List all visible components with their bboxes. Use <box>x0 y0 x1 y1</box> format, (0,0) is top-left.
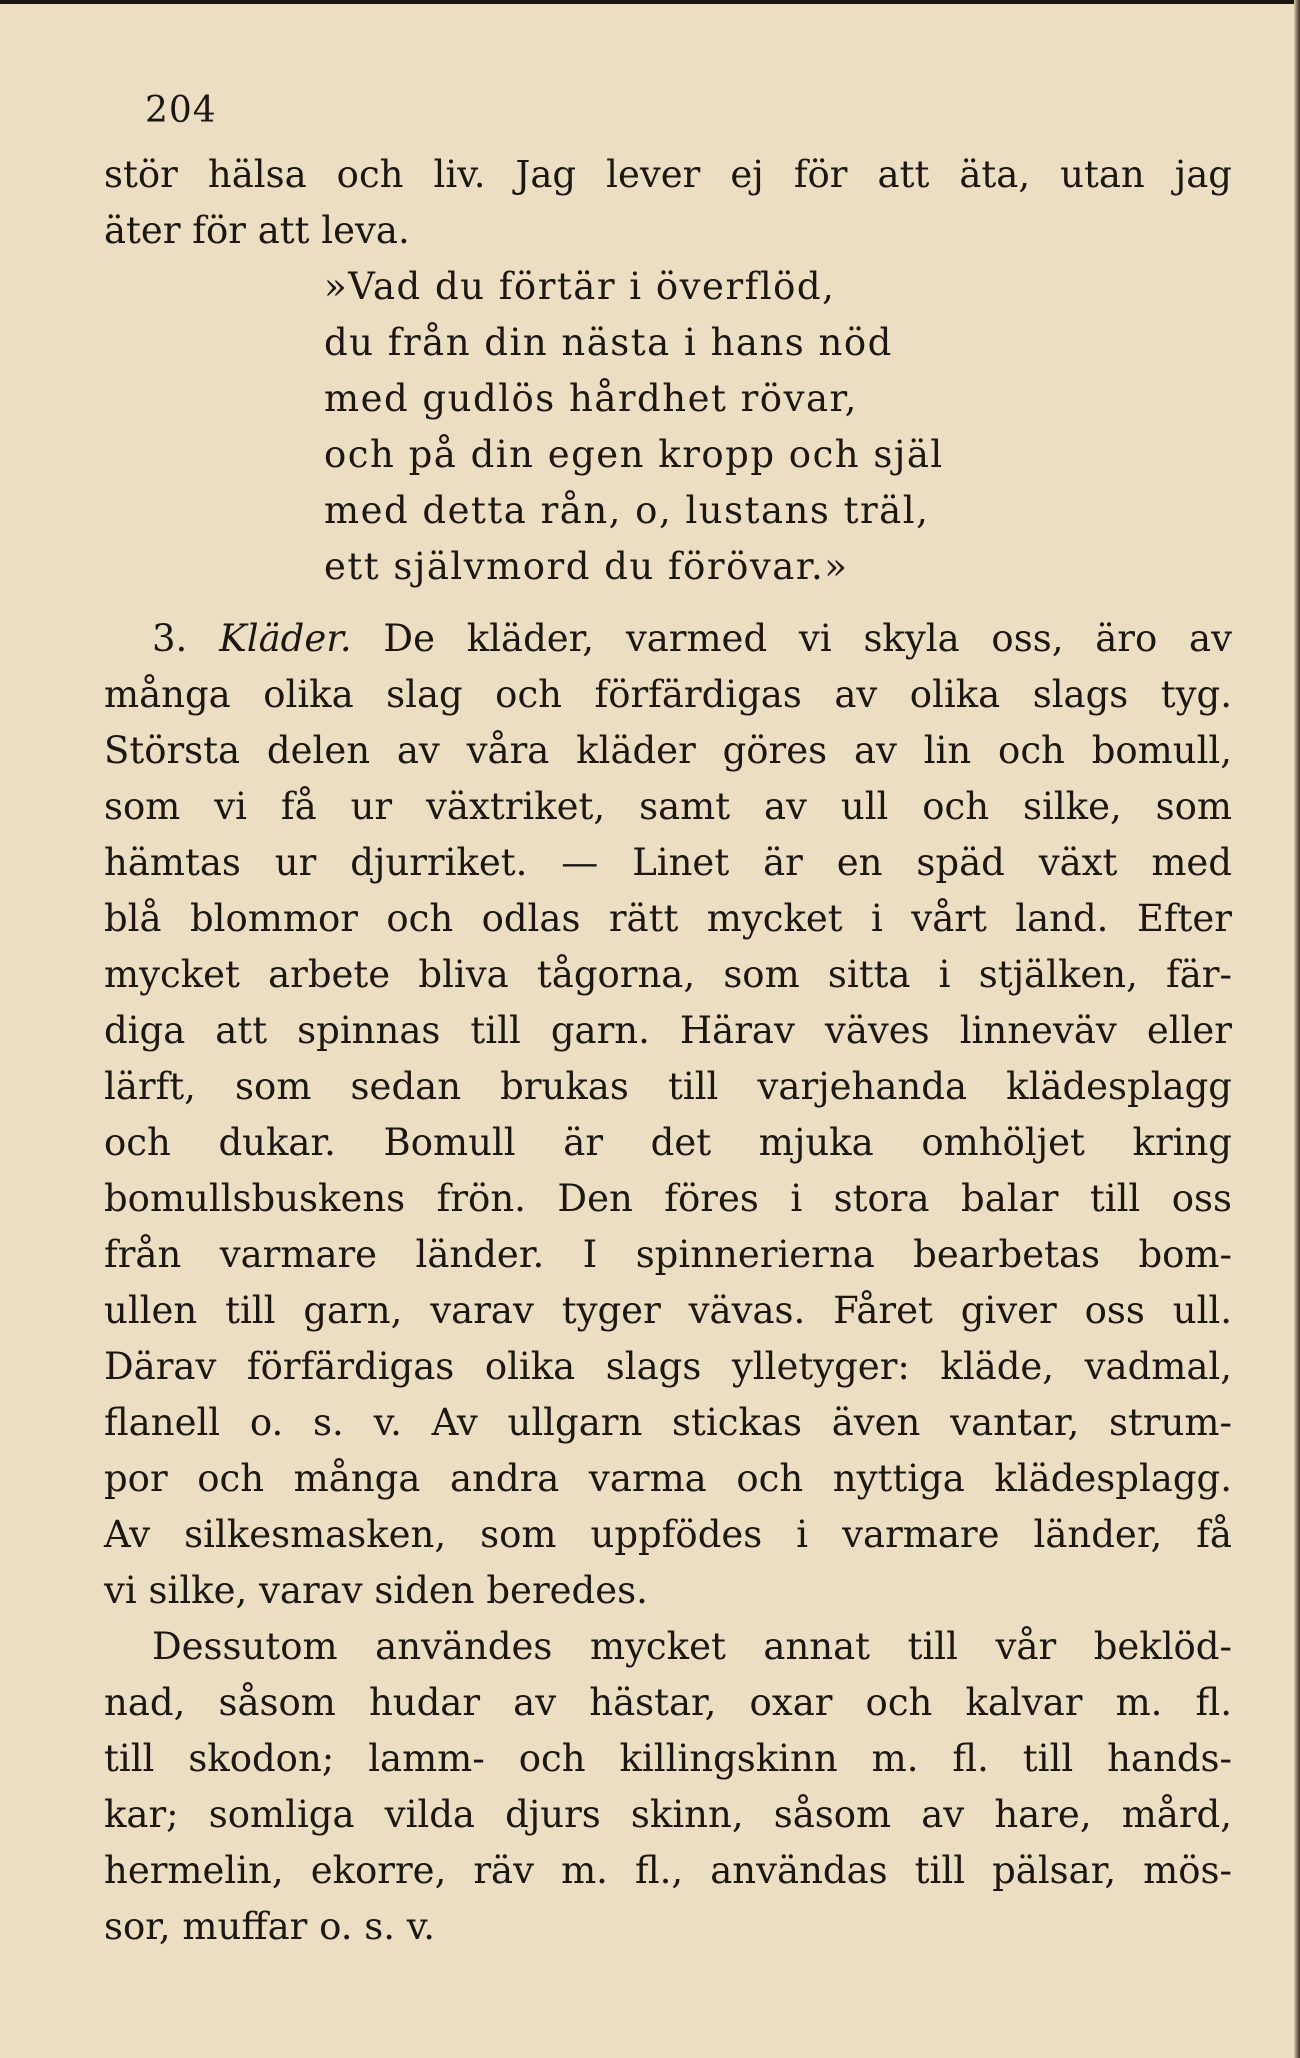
poem-line-1: »Vad du förtär i överflöd, <box>324 265 836 308</box>
poem-line-4: och på din egen kropp och själ <box>324 433 944 476</box>
poem-line-5: med detta rån, o, lustans träl, <box>324 489 930 532</box>
section-line-13: Därav förfärdigas olika slags ylletyger: kläde, vadmal, <box>104 1345 1232 1388</box>
section-first-line-text: De kläder, varmed vi skyla oss, äro av <box>383 617 1233 660</box>
section-line-2: Största delen av våra kläder göres av lin och bomull, <box>104 729 1232 772</box>
page-number: 204 <box>145 90 217 131</box>
section-line-12: ullen till garn, varav tyger vävas. Fåret giver oss ull. <box>104 1289 1232 1332</box>
section-line-5: blå blommor och odlas rätt mycket i vårt land. Efter <box>104 897 1232 940</box>
paragraph2-first-line: Dessutom användes mycket annat till vår beklöd- <box>152 1625 1232 1668</box>
poem-line-3: med gudlös hårdhet rövar, <box>324 377 858 420</box>
paragraph2-line-2: till skodon; lamm- och killingskinn m. fl. till hands- <box>104 1737 1232 1780</box>
section-line-4: hämtas ur djurriket. — Linet är en späd växt med <box>104 841 1232 884</box>
section-line-9: och dukar. Bomull är det mjuka omhöljet kring <box>104 1121 1232 1164</box>
paragraph2-line-1: nad, såsom hudar av hästar, oxar och kalvar m. fl. <box>104 1681 1232 1724</box>
paragraph2-line-3: kar; somliga vilda djurs skinn, såsom av hare, mård, <box>104 1793 1232 1836</box>
section-heading-line <box>152 610 1232 667</box>
section-line-15: por och många andra varma och nyttiga klädesplagg. <box>104 1457 1232 1500</box>
section-line-7: diga att spinnas till garn. Härav väves linneväv eller <box>104 1009 1232 1052</box>
section-line-16: Av silkesmasken, som uppfödes i varmare länder, få <box>104 1513 1232 1556</box>
intro-line-1: stör hälsa och liv. Jag lever ej för att äta, utan jag <box>104 153 1232 196</box>
intro-line-2: äter för att leva. <box>104 209 410 252</box>
poem-line-2: du från din nästa i hans nöd <box>324 321 893 364</box>
section-number: 3. <box>152 617 188 660</box>
section-line-14: flanell o. s. v. Av ullgarn stickas även vantar, strum- <box>104 1401 1232 1444</box>
section-line-17: vi silke, varav siden beredes. <box>104 1569 648 1612</box>
section-line-10: bomullsbuskens frön. Den föres i stora balar till oss <box>104 1177 1232 1220</box>
poem-line-6: ett självmord du förövar.» <box>324 545 849 588</box>
page-right-edge <box>1294 0 1300 2058</box>
paragraph2-line-4: hermelin, ekorre, räv m. fl., användas till pälsar, mös- <box>104 1849 1232 1892</box>
paragraph2-line-5: sor, muffar o. s. v. <box>104 1905 436 1948</box>
section-line-1: många olika slag och förfärdigas av olika slags tyg. <box>104 673 1232 716</box>
section-line-11: från varmare länder. I spinnerierna bearbetas bom- <box>104 1233 1232 1276</box>
page-top-edge <box>0 0 1300 4</box>
section-line-6: mycket arbete bliva tågorna, som sitta i stjälken, fär- <box>104 953 1232 996</box>
section-title: Kläder. <box>219 617 352 660</box>
section-line-8: lärft, som sedan brukas till varjehanda klädesplagg <box>104 1065 1232 1108</box>
section-line-3: som vi få ur växtriket, samt av ull och silke, som <box>104 785 1232 828</box>
